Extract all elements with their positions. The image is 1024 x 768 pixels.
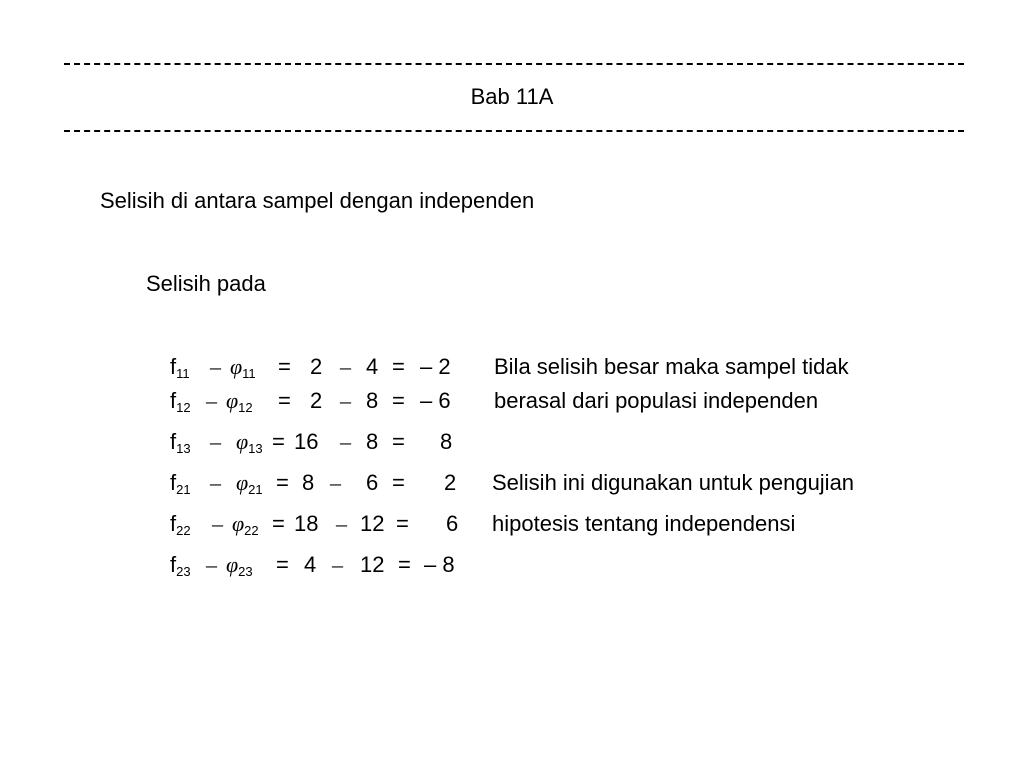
note-line-4: hipotesis tentang independensi bbox=[492, 511, 796, 536]
phi-term: $\varphi_{21}$ bbox=[236, 470, 263, 497]
equals-sign: = bbox=[278, 354, 291, 379]
f-term: $f_{23}$ bbox=[170, 552, 191, 579]
operand-b: 12 bbox=[360, 511, 385, 536]
operand-a: 18 bbox=[294, 511, 319, 536]
minus-sign: – bbox=[212, 511, 223, 536]
operand-b: 6 bbox=[366, 470, 379, 495]
minus-sign: – bbox=[336, 511, 347, 536]
page-title: Bab 11A bbox=[470, 84, 554, 109]
operand-b: 8 bbox=[366, 388, 379, 413]
f-term: $f_{13}$ bbox=[170, 429, 191, 456]
operand-a: 8 bbox=[302, 470, 315, 495]
section-heading: Selisih di antara sampel dengan independen bbox=[100, 188, 535, 213]
bottom-divider bbox=[64, 130, 964, 132]
note-line-1: Bila selisih besar maka sampel tidak bbox=[494, 354, 849, 379]
result: 2 bbox=[444, 470, 457, 495]
minus-sign: – bbox=[340, 429, 351, 454]
f-term: $f_{22}$ bbox=[170, 511, 191, 538]
f-term: $f_{21}$ bbox=[170, 470, 191, 497]
operand-a: 2 bbox=[310, 354, 323, 379]
operand-a: 4 bbox=[304, 552, 317, 577]
phi-term: $\varphi_{12}$ bbox=[226, 388, 253, 415]
note-line-2: berasal dari populasi independen bbox=[494, 388, 819, 413]
equals-sign: = bbox=[392, 388, 405, 413]
equals-sign: = bbox=[398, 552, 411, 577]
section-subheading: Selisih pada bbox=[146, 271, 266, 296]
equals-sign: = bbox=[392, 354, 405, 379]
minus-sign: – bbox=[210, 429, 221, 454]
minus-sign: – bbox=[210, 470, 221, 495]
equals-sign: = bbox=[396, 511, 409, 536]
phi-term: $\varphi_{11}$ bbox=[230, 354, 256, 381]
phi-term: $\varphi_{13}$ bbox=[236, 429, 263, 456]
result: – 8 bbox=[424, 552, 455, 577]
minus-sign: – bbox=[330, 470, 341, 495]
operand-b: 4 bbox=[366, 354, 379, 379]
operand-b: 12 bbox=[360, 552, 385, 577]
minus-sign: – bbox=[332, 552, 343, 577]
equals-sign: = bbox=[392, 429, 405, 454]
equals-sign: = bbox=[272, 429, 285, 454]
operand-b: 8 bbox=[366, 429, 379, 454]
minus-sign: – bbox=[206, 552, 217, 577]
note-line-3: Selisih ini digunakan untuk pengujian bbox=[492, 470, 855, 495]
result: – 6 bbox=[420, 388, 451, 413]
f-term: $f_{12}$ bbox=[170, 388, 191, 415]
equals-sign: = bbox=[392, 470, 405, 495]
equals-sign: = bbox=[272, 511, 285, 536]
minus-sign: – bbox=[340, 388, 351, 413]
result: 8 bbox=[440, 429, 453, 454]
equals-sign: = bbox=[276, 470, 289, 495]
result: – 2 bbox=[420, 354, 451, 379]
minus-sign: – bbox=[206, 388, 217, 413]
phi-term: $\varphi_{23}$ bbox=[226, 552, 253, 579]
result: 6 bbox=[446, 511, 459, 536]
operand-a: 2 bbox=[310, 388, 323, 413]
phi-term: $\varphi_{22}$ bbox=[232, 511, 259, 538]
operand-a: 16 bbox=[294, 429, 319, 454]
f-term: $f_{11}$ bbox=[170, 354, 190, 381]
equals-sign: = bbox=[278, 388, 291, 413]
top-divider bbox=[64, 63, 964, 65]
minus-sign: – bbox=[210, 354, 221, 379]
minus-sign: – bbox=[340, 354, 351, 379]
equals-sign: = bbox=[276, 552, 289, 577]
